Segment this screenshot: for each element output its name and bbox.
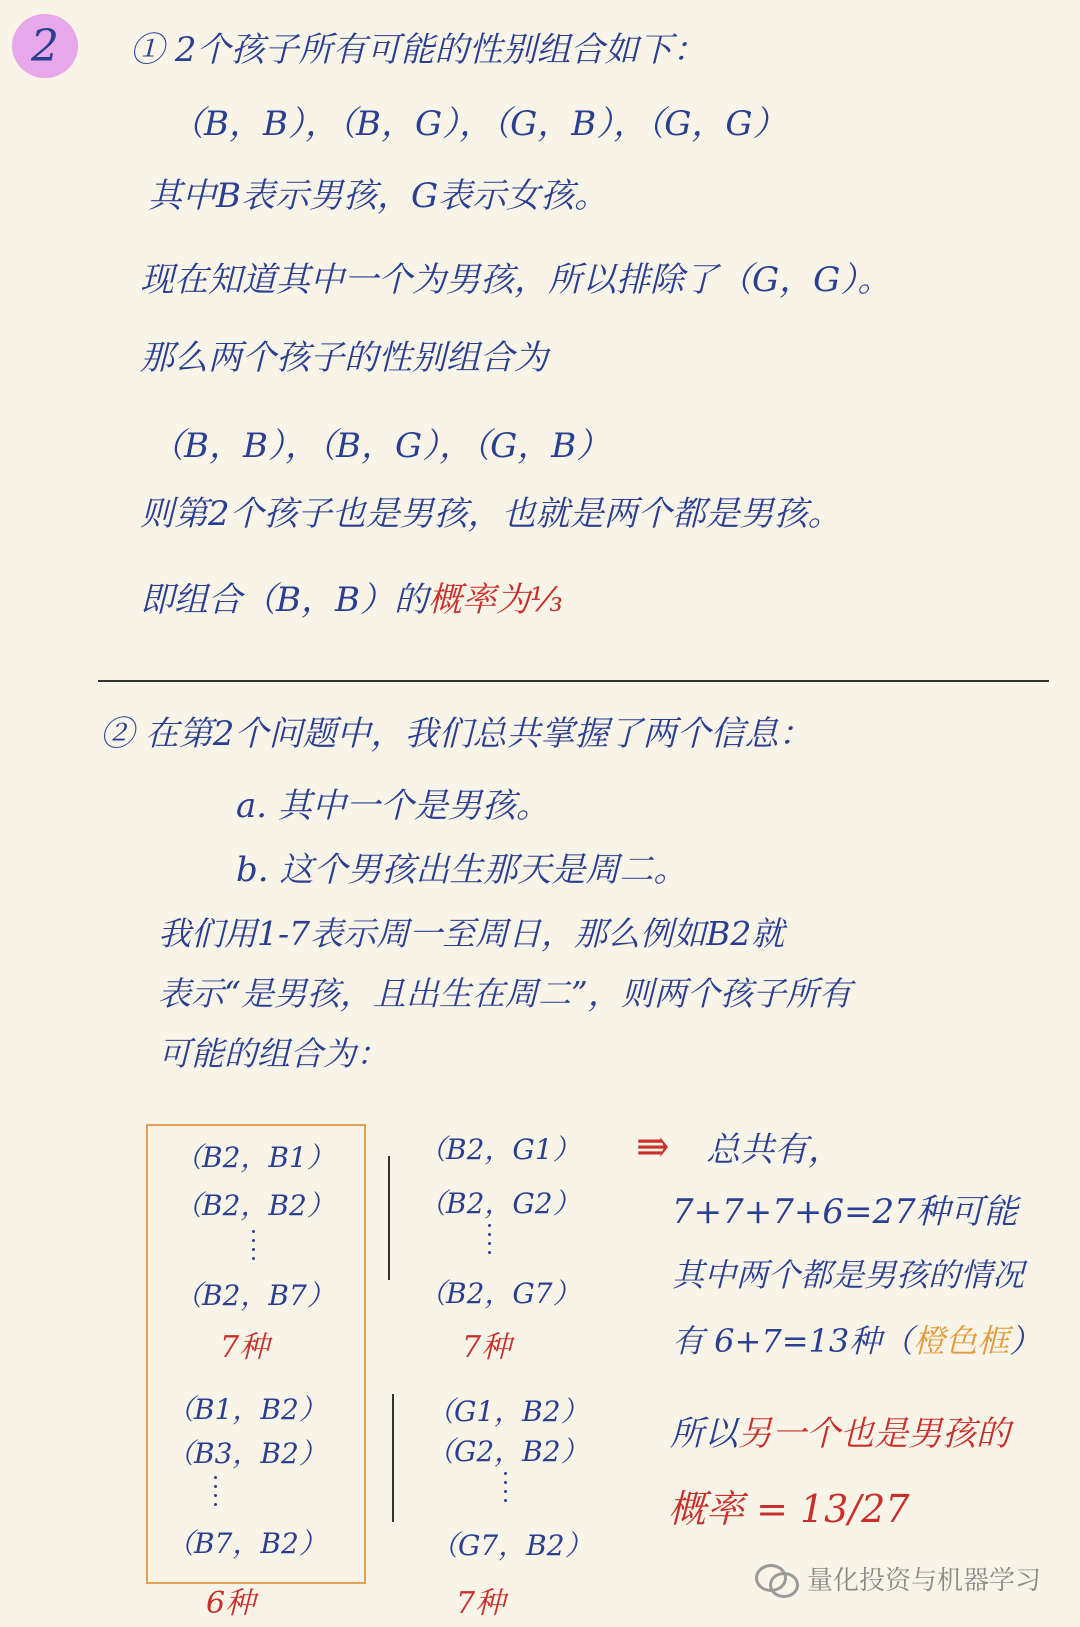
group4-count: 7种 <box>456 1586 506 1621</box>
group4-second: （G2，B2） <box>426 1435 589 1468</box>
group1-first: （B2，B1） <box>174 1141 335 1174</box>
summary-orange-box-label: 橙色框 <box>913 1322 1010 1360</box>
group3-last: （B7，B2） <box>166 1527 327 1560</box>
summary-arrow: ⇛ <box>636 1124 670 1170</box>
part2-intro-text: 在第2个问题中，我们总共掌握了两个信息： <box>144 714 813 754</box>
part1-line7: 则第2个孩子也是男孩，也就是两个都是男孩。 <box>140 494 842 534</box>
part1-line6: （B，B），（B，G），（G，B） <box>150 426 611 466</box>
group4-first: （G1，B2） <box>426 1395 589 1428</box>
wechat-watermark <box>755 1560 1041 1597</box>
group2-second: （B2，G2） <box>418 1187 581 1220</box>
group3-second: （B3，B2） <box>166 1437 327 1470</box>
divider-line-top <box>388 1156 390 1280</box>
group1-second: （B2，B2） <box>174 1189 335 1222</box>
summary-final-probability: 概率 = 13/27 <box>668 1487 910 1531</box>
part1-line4: 现在知道其中一个为男孩，所以排除了（G，G）。 <box>140 260 892 300</box>
group2-last: （B2，G7） <box>418 1277 581 1310</box>
group2-count: 7种 <box>462 1330 512 1365</box>
summary-line1: 总共有， <box>706 1130 842 1170</box>
summary-line4-suffix: ） <box>1009 1322 1042 1360</box>
part1-probability-answer: 概率为⅓ <box>427 580 563 620</box>
question-number-badge <box>12 14 78 78</box>
part1-line3: 其中B表示男孩，G表示女孩。 <box>148 176 609 216</box>
part1-label: ① <box>130 30 164 70</box>
summary-line5 <box>670 1406 1010 1455</box>
summary-line4 <box>672 1316 1041 1362</box>
part1-line1 <box>130 22 706 71</box>
group1-count: 7种 <box>220 1330 270 1365</box>
watermark-text: 量化投资与机器学习 <box>807 1566 1042 1596</box>
part2-label: ② <box>100 714 134 754</box>
part2-intro <box>100 706 812 755</box>
divider-line-bottom <box>392 1394 394 1522</box>
part2-para-line2: 表示“是男孩，且出生在周二”，则两个孩子所有 <box>158 974 852 1013</box>
group2-first: （B2，G1） <box>418 1133 581 1166</box>
part2-item-a: a. 其中一个是男孩。 <box>236 786 550 826</box>
group3-first: （B1，B2） <box>166 1393 327 1426</box>
group4-ellipsis <box>504 1472 508 1508</box>
summary-line3: 其中两个都是男孩的情况 <box>672 1256 1025 1294</box>
summary-line2: 7+7+7+6=27种可能 <box>672 1192 1018 1232</box>
badge-number: 2 <box>31 20 59 72</box>
section-divider <box>98 680 1049 682</box>
wechat-icon <box>755 1562 799 1596</box>
part2-para-line3: 可能的组合为： <box>158 1034 389 1073</box>
part1-line5: 那么两个孩子的性别组合为 <box>140 338 548 378</box>
summary-line5-prefix: 所以 <box>670 1414 738 1454</box>
part1-line8-prefix: 即组合（B，B）的 <box>140 580 428 620</box>
summary-line5-red: 另一个也是男孩的 <box>738 1414 1010 1454</box>
group1-ellipsis <box>252 1230 256 1266</box>
group3-count: 6种 <box>206 1586 256 1621</box>
group1-last: （B2，B7） <box>174 1279 335 1312</box>
part1-line8 <box>140 572 563 621</box>
part2-item-b: b. 这个男孩出生那天是周二。 <box>236 850 688 890</box>
part1-line1-text: 2个孩子所有可能的性别组合如下： <box>174 30 707 70</box>
part1-line2: （B，B），（B，G），（G，B），（G，G） <box>170 104 787 144</box>
group4-last: （G7，B2） <box>430 1529 593 1562</box>
group3-ellipsis <box>214 1476 218 1512</box>
summary-line4-prefix: 有 6+7=13种（ <box>672 1322 914 1360</box>
part2-para-line1: 我们用1-7表示周一至周日，那么例如B2就 <box>158 914 785 953</box>
group2-ellipsis <box>488 1224 492 1260</box>
